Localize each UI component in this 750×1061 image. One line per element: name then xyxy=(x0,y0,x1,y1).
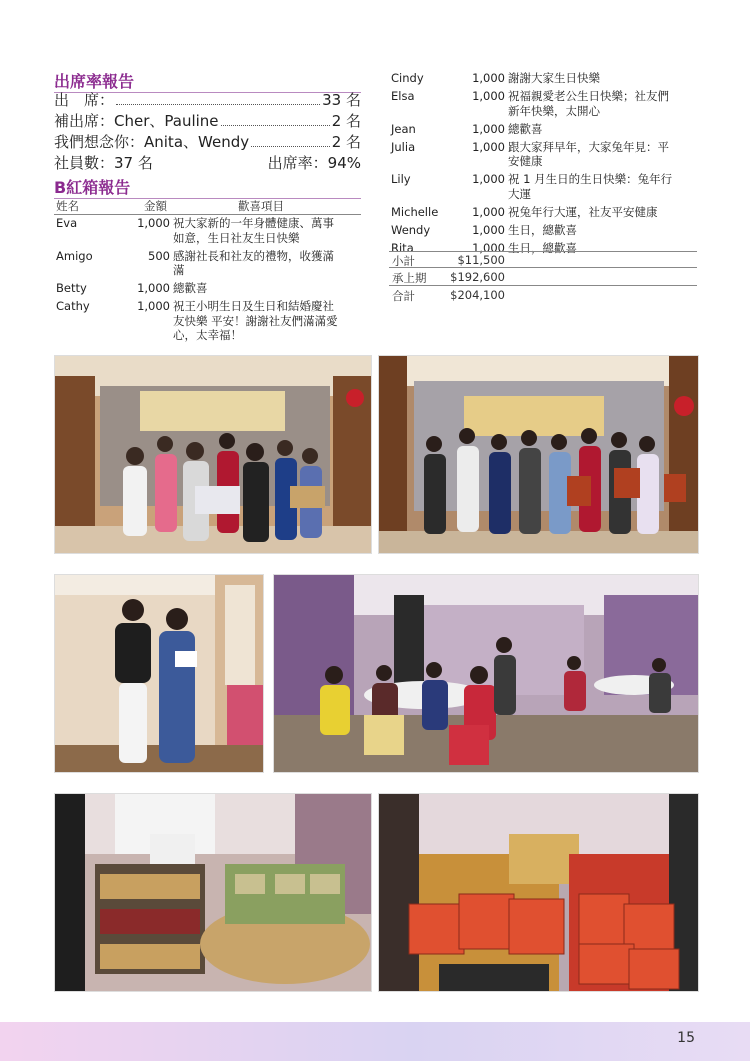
row-name: Wendy xyxy=(391,222,431,237)
row-amount: 1,000 xyxy=(472,240,505,255)
row-name: Rita xyxy=(391,240,414,255)
members-count: 社員數：37 名 xyxy=(54,154,153,172)
total-value: $204,100 xyxy=(450,288,505,302)
previous-label: 承上期 xyxy=(392,271,427,285)
present-label: 出 席： xyxy=(54,91,115,109)
row-message-line: 安健康 xyxy=(508,154,543,168)
row-message-line: 如意，生日社友生日快樂 xyxy=(173,230,300,245)
row-name: Jean xyxy=(391,121,416,136)
row-amount: 1,000 xyxy=(472,172,505,186)
attendance-miss-line xyxy=(54,130,361,152)
col-name-header: 姓名 xyxy=(56,199,79,213)
subtotal-rule xyxy=(389,251,697,252)
previous-rule xyxy=(389,267,697,268)
row-name: Michelle xyxy=(391,204,439,219)
total-label: 合計 xyxy=(392,289,415,303)
row-name: Betty xyxy=(56,281,87,295)
group-photo-plaques-right xyxy=(378,355,699,554)
row-message-line: 祝 1 月生日的生日快樂：兔年行 xyxy=(508,172,673,186)
miss-label: 我們想念你：Anita、Wendy xyxy=(54,133,250,151)
row-message-line: 大運 xyxy=(508,186,531,201)
col-amount-header: 金額 xyxy=(144,199,167,213)
row-amount: 1,000 xyxy=(472,204,505,219)
row-message-line: 謝謝大家生日快樂 xyxy=(508,71,600,85)
banquet-hall-photo xyxy=(273,574,699,773)
header-rule xyxy=(54,214,361,215)
row-message-line: 跟大家拜早年，大家兔年見：平 xyxy=(508,139,669,154)
red-gift-boxes-photo xyxy=(378,793,699,992)
row-message-line: 祝兔年行大運，社友平安健康 xyxy=(508,204,658,219)
row-message-line: 心，太幸福！ xyxy=(173,328,242,342)
row-amount: 1,000 xyxy=(137,216,170,230)
speakers-photo xyxy=(54,574,264,773)
row-message-line: 祝福親愛老公生日快樂；社友們 xyxy=(508,89,669,103)
redbox-table-left xyxy=(56,216,361,346)
row-message-line: 生日，總歡喜 xyxy=(508,240,577,255)
dot-leader xyxy=(116,104,320,105)
group-photo-gifts-left xyxy=(54,355,372,554)
redbox-table-right xyxy=(391,71,697,255)
page-number: 15 xyxy=(677,1030,695,1046)
redbox-title: B紅箱報告 xyxy=(54,178,361,199)
subtotal-value: $11,500 xyxy=(457,253,505,267)
attendance-title: 出席率報告 xyxy=(54,72,361,93)
row-message-line: 滿 xyxy=(173,263,185,277)
row-amount: 1,000 xyxy=(137,281,170,295)
attendance-rate: 出席率：94% xyxy=(267,154,361,172)
subtotal-label: 小計 xyxy=(392,254,415,268)
row-message-line: 祝王小明生日及生日和結婚慶社 xyxy=(173,299,334,313)
row-message-line: 感謝社長和社友的禮物，收獲滿 xyxy=(173,248,334,263)
row-amount: 1,000 xyxy=(472,139,505,154)
row-amount: 1,000 xyxy=(137,299,170,313)
row-amount: 1,000 xyxy=(472,121,505,136)
miss-value: 2 名 xyxy=(331,133,361,151)
row-name: Cathy xyxy=(56,299,90,313)
attendance-makeup-line xyxy=(54,109,361,131)
previous-value: $192,600 xyxy=(450,270,505,284)
row-amount: 1,000 xyxy=(472,89,505,103)
row-message-line: 總歡喜 xyxy=(173,281,208,295)
row-message-line: 總歡喜 xyxy=(508,121,543,136)
footer-band xyxy=(0,1022,750,1061)
attendance-summary-line xyxy=(54,151,361,173)
row-amount: 1,000 xyxy=(472,71,505,85)
row-name: Lily xyxy=(391,172,411,186)
row-amount: 500 xyxy=(148,248,170,263)
total-rule xyxy=(389,285,697,286)
row-name: Eva xyxy=(56,216,78,230)
row-name: Cindy xyxy=(391,71,424,85)
row-amount: 1,000 xyxy=(472,222,505,237)
row-message-line: 祝大家新的一年身體健康、萬事 xyxy=(173,216,334,230)
dot-leader xyxy=(221,125,330,126)
makeup-value: 2 名 xyxy=(331,112,361,130)
row-name: Julia xyxy=(391,139,416,154)
attendance-present-line xyxy=(54,88,361,110)
row-message-line: 生日，總歡喜 xyxy=(508,222,577,237)
col-item-header: 歡喜項目 xyxy=(238,199,284,213)
gift-table-photo xyxy=(54,793,372,992)
row-name: Amigo xyxy=(56,248,93,263)
makeup-label: 補出席：Cher、Pauline xyxy=(54,112,219,130)
row-message-line: 新年快樂，太開心 xyxy=(508,103,600,118)
row-name: Elsa xyxy=(391,89,415,103)
present-value: 33 名 xyxy=(322,91,361,109)
row-message-line: 友快樂 平安！謝謝社友們滿滿愛 xyxy=(173,313,338,328)
dot-leader xyxy=(251,146,330,147)
